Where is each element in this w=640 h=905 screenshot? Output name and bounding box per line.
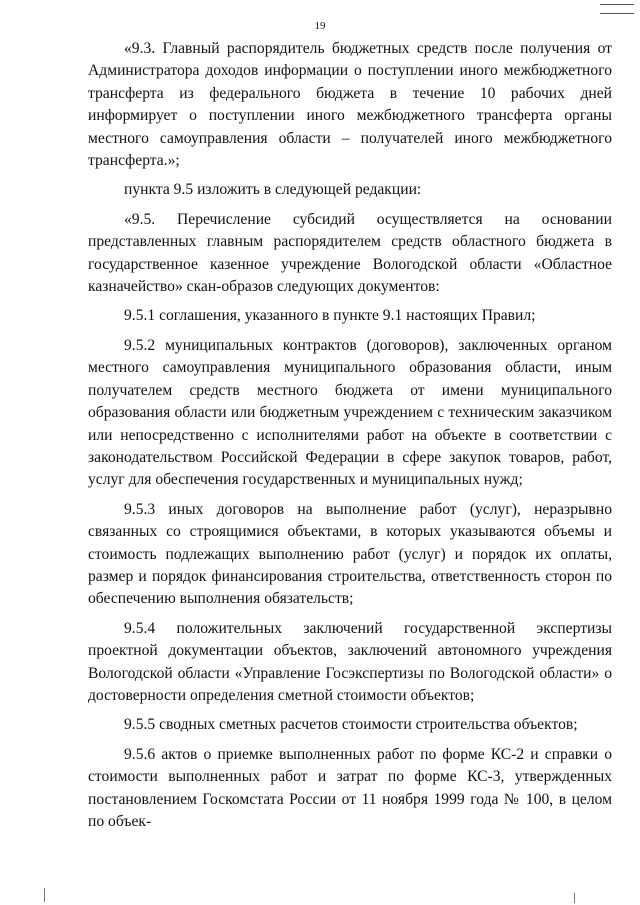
paragraph-9-5-2: 9.5.2 муниципальных контрактов (договоров), заключенных органом местного самоуправления муниципального образования области, иным получателем средств местного бюджета от имени муниципального образования области или бюджетным учреждением с техническим заказчиком или непосредственно с исполнителями работ на объекте в соответствии с законодательством Российской Федерации в сфере закупок товаров, работ, услуг для обеспечения государственных и муниципальных нужд; <box>88 336 612 489</box>
paragraph-9-5-1: 9.5.1 соглашения, указанного в пункте 9.1 настоящих Правил; <box>124 307 536 325</box>
paragraph-amendment-intro: пункта 9.5 изложить в следующей редакции: <box>124 181 422 199</box>
paragraph-9-5-4: 9.5.4 положительных заключений государственной экспертизы проектной документации объектов, заключений автономного учреждения Вологодской области «Управление Госэкспертизы по Вологодской области» о достоверности определения сметной стоимости объектов; <box>88 619 612 704</box>
document-body <box>88 38 612 833</box>
paragraph-9-3: «9.3. Главный распорядитель бюджетных средств после получения от Администратора доходов информации о поступлении иного межбюджетного трансферта из федерального бюджета в течение 10 рабочих дней информирует о поступлении иного межбюджетного трансферта органы местного самоуправления области – получателей иного межбюджетного трансферта.»; <box>88 40 612 170</box>
paragraph-9-5-5: 9.5.5 сводных сметных расчетов стоимости строительства объектов; <box>124 716 578 734</box>
scan-margin-mark-left <box>44 888 45 902</box>
paragraph-9-5-3: 9.5.3 иных договоров на выполнение работ (услуг), неразрывно связанных со строящимися объектами, в которых указываются объемы и стоимость подлежащих выполнению работ (услуг) и порядок их оплаты, размер и порядок финансирования строительства, ответственность сторон по обеспечению выполнения обязательств; <box>88 500 612 608</box>
paragraph-9-5-6: 9.5.6 актов о приемке выполненных работ по форме КС-2 и справки о стоимости выполненных работ и затрат по форме КС-3, утвержденных постановлением Госкомстата России от 11 ноября 1999 года № 100, в целом по объек- <box>88 745 612 830</box>
scan-corner-mark <box>600 4 634 14</box>
scan-margin-mark-right <box>574 893 575 903</box>
page-number: 19 <box>314 20 326 32</box>
paragraph-9-5: «9.5. Перечисление субсидий осуществляется на основании представленных главным распорядителем средств областного бюджета в государственное казенное учреждение Вологодской области «Областное казначейство» скан-образов следующих документов: <box>88 210 612 296</box>
